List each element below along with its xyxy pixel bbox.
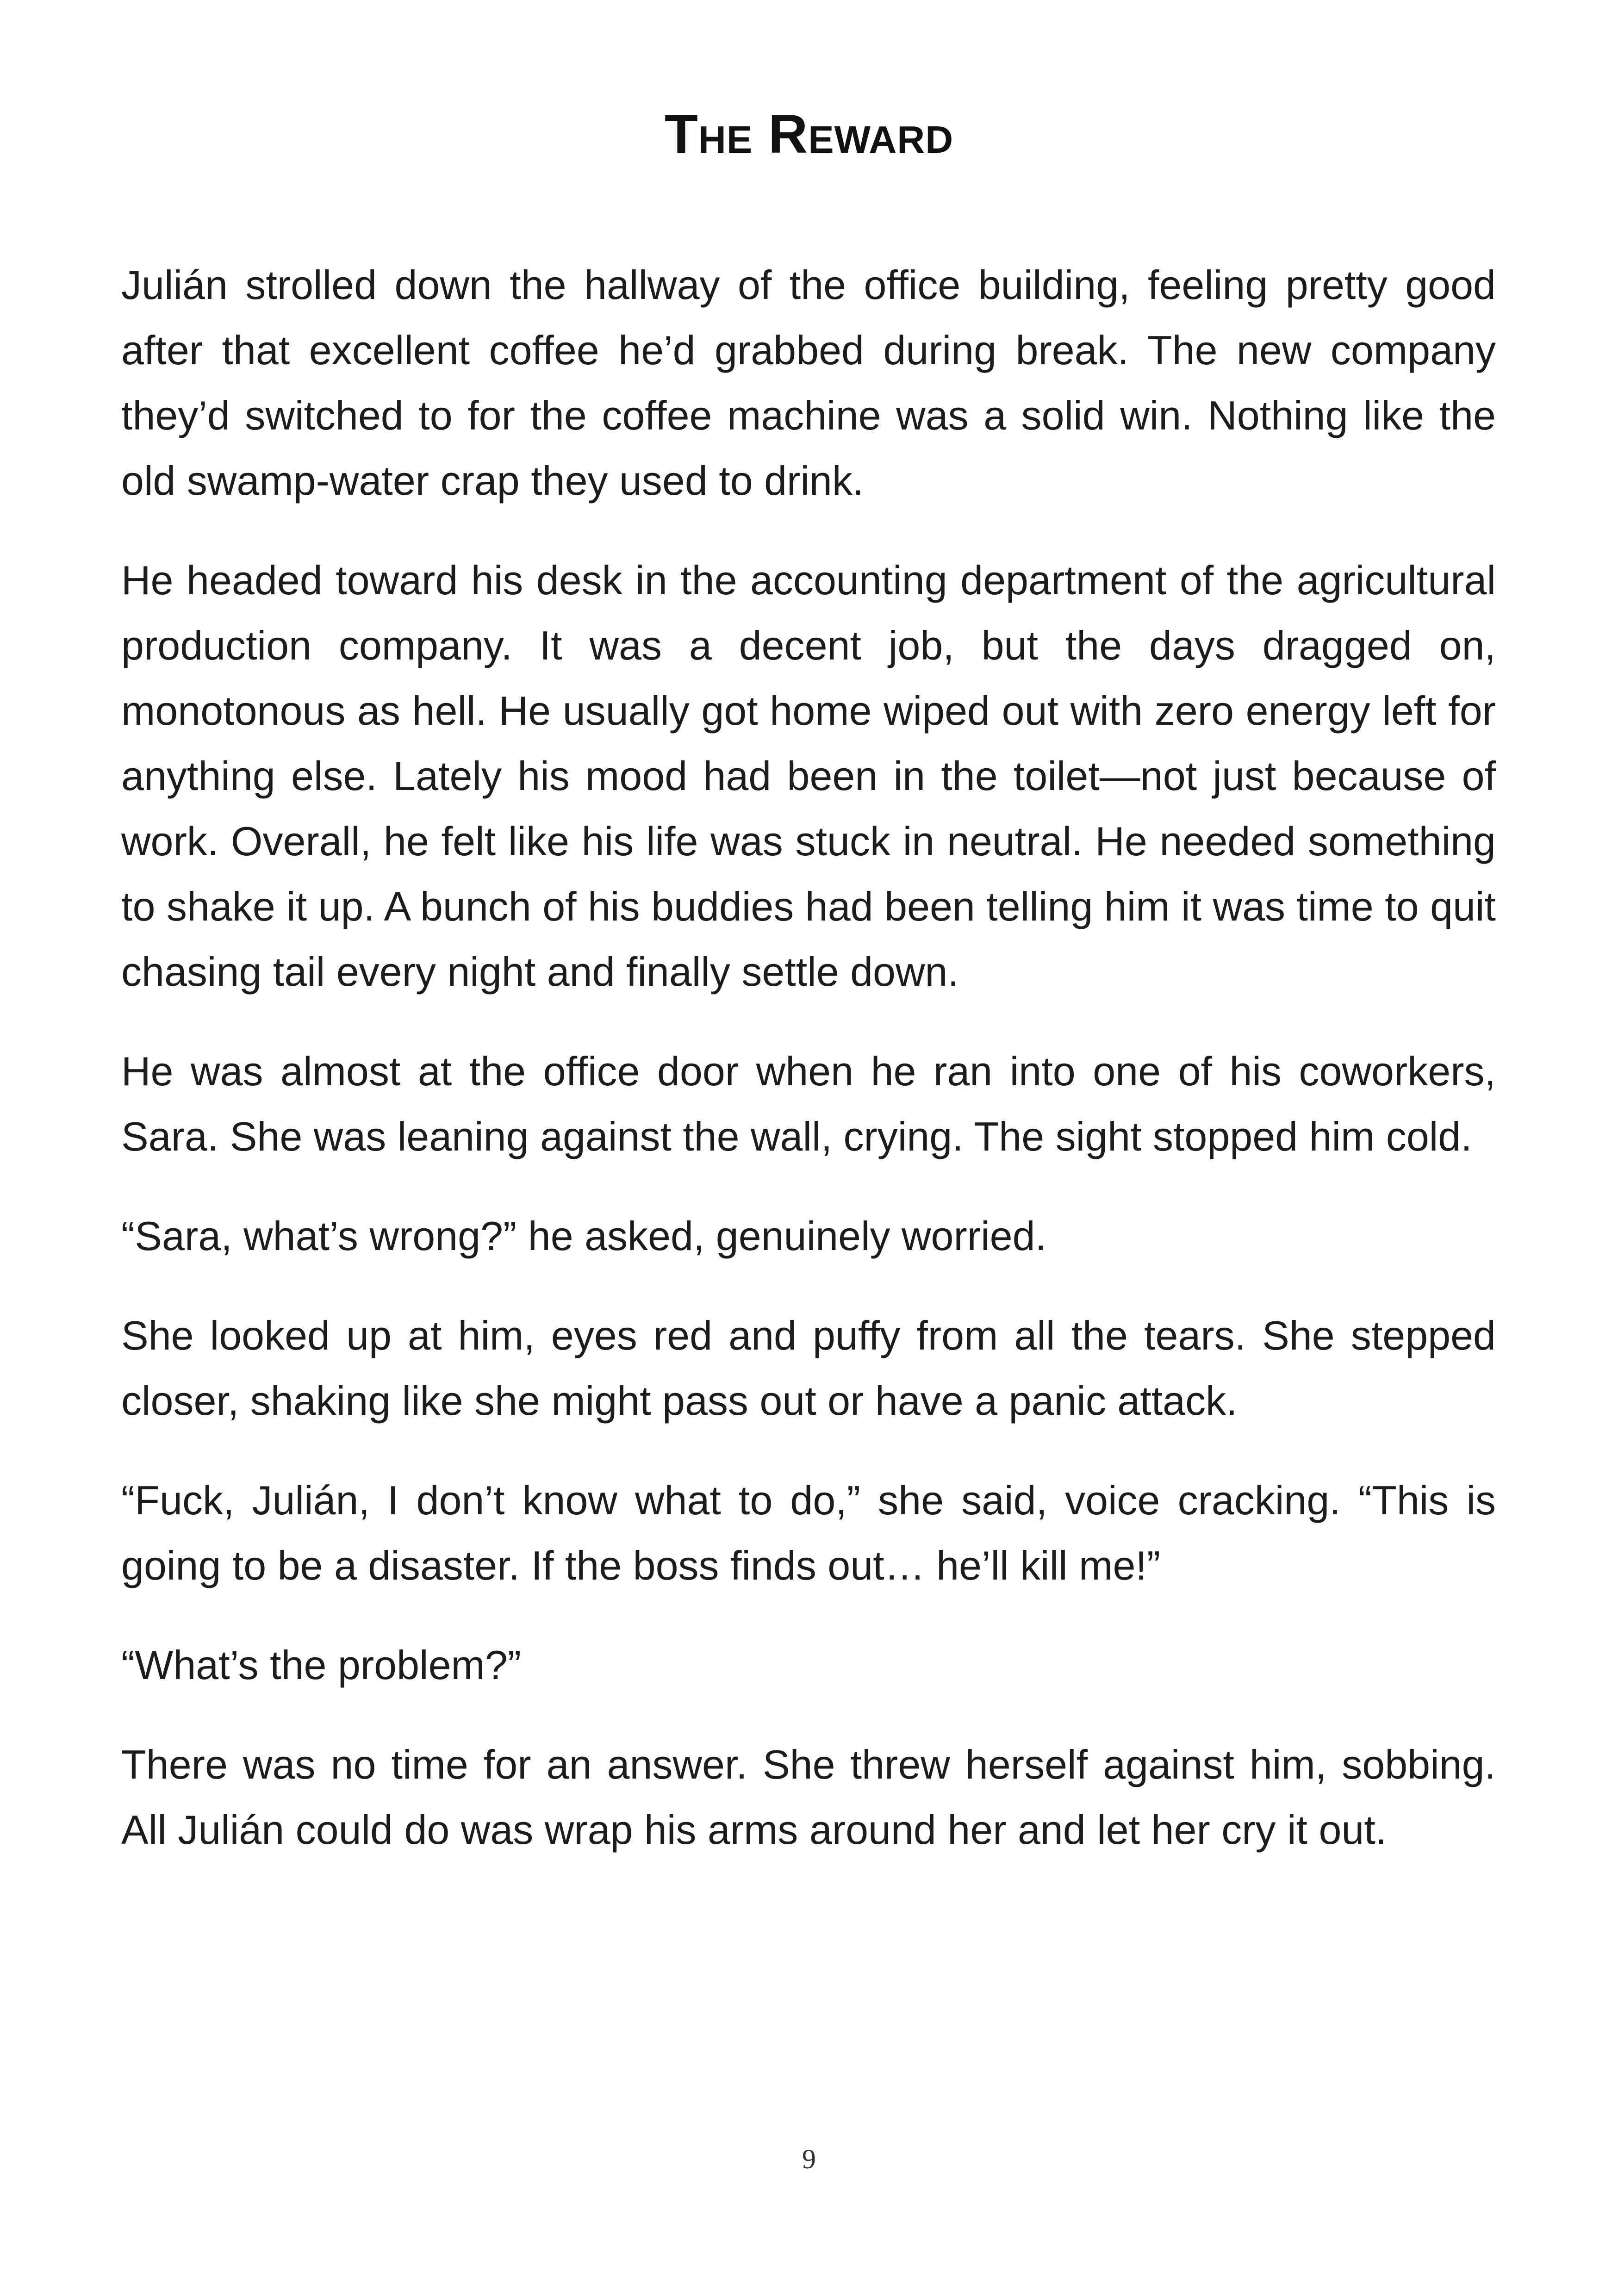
paragraph: There was no time for an answer. She threw herself against him, sobbing. All Julián could do was wrap his arms around her and let her cry it out. [121,1742,1496,1853]
page-number: 9 [802,2144,816,2174]
paragraph: He was almost at the office door when he ran into one of his coworkers, Sara. She was leaning against the wall, crying. The sight stopped him cold. [121,1048,1496,1159]
paragraph: He headed toward his desk in the accounting department of the agricultural production company. It was a decent job, but the days dragged on, monotonous as hell. He usually got home wiped out with zero energy left for anything else. Lately his mood had been in the toilet—not just because of work. Overall, he felt like his life was stuck in neutral. He needed something to shake it up. A bunch of his buddies had been telling him it was time to quit chasing tail every night and finally settle down. [121,557,1496,995]
paragraph: She looked up at him, eyes red and puffy from all the tears. She stepped closer, shaking like she might pass out or have a panic attack. [121,1313,1496,1424]
paragraph: “What’s the problem?” [121,1642,522,1688]
chapter-body [121,252,1496,1897]
paragraph: “Fuck, Julián, I don’t know what to do,” she said, voice cracking. “This is going to be a disaster. If the boss finds out… he’ll kill me!” [121,1477,1496,1588]
paragraph: Julián strolled down the hallway of the office building, feeling pretty good after that excellent coffee he’d grabbed during break. The new company they’d switched to for the coffee machine was a solid win. Nothing like the old swamp-water crap they used to drink. [121,262,1496,504]
chapter-title: The Reward [664,104,954,165]
paragraph: “Sara, what’s wrong?” he asked, genuinely worried. [121,1213,1046,1259]
